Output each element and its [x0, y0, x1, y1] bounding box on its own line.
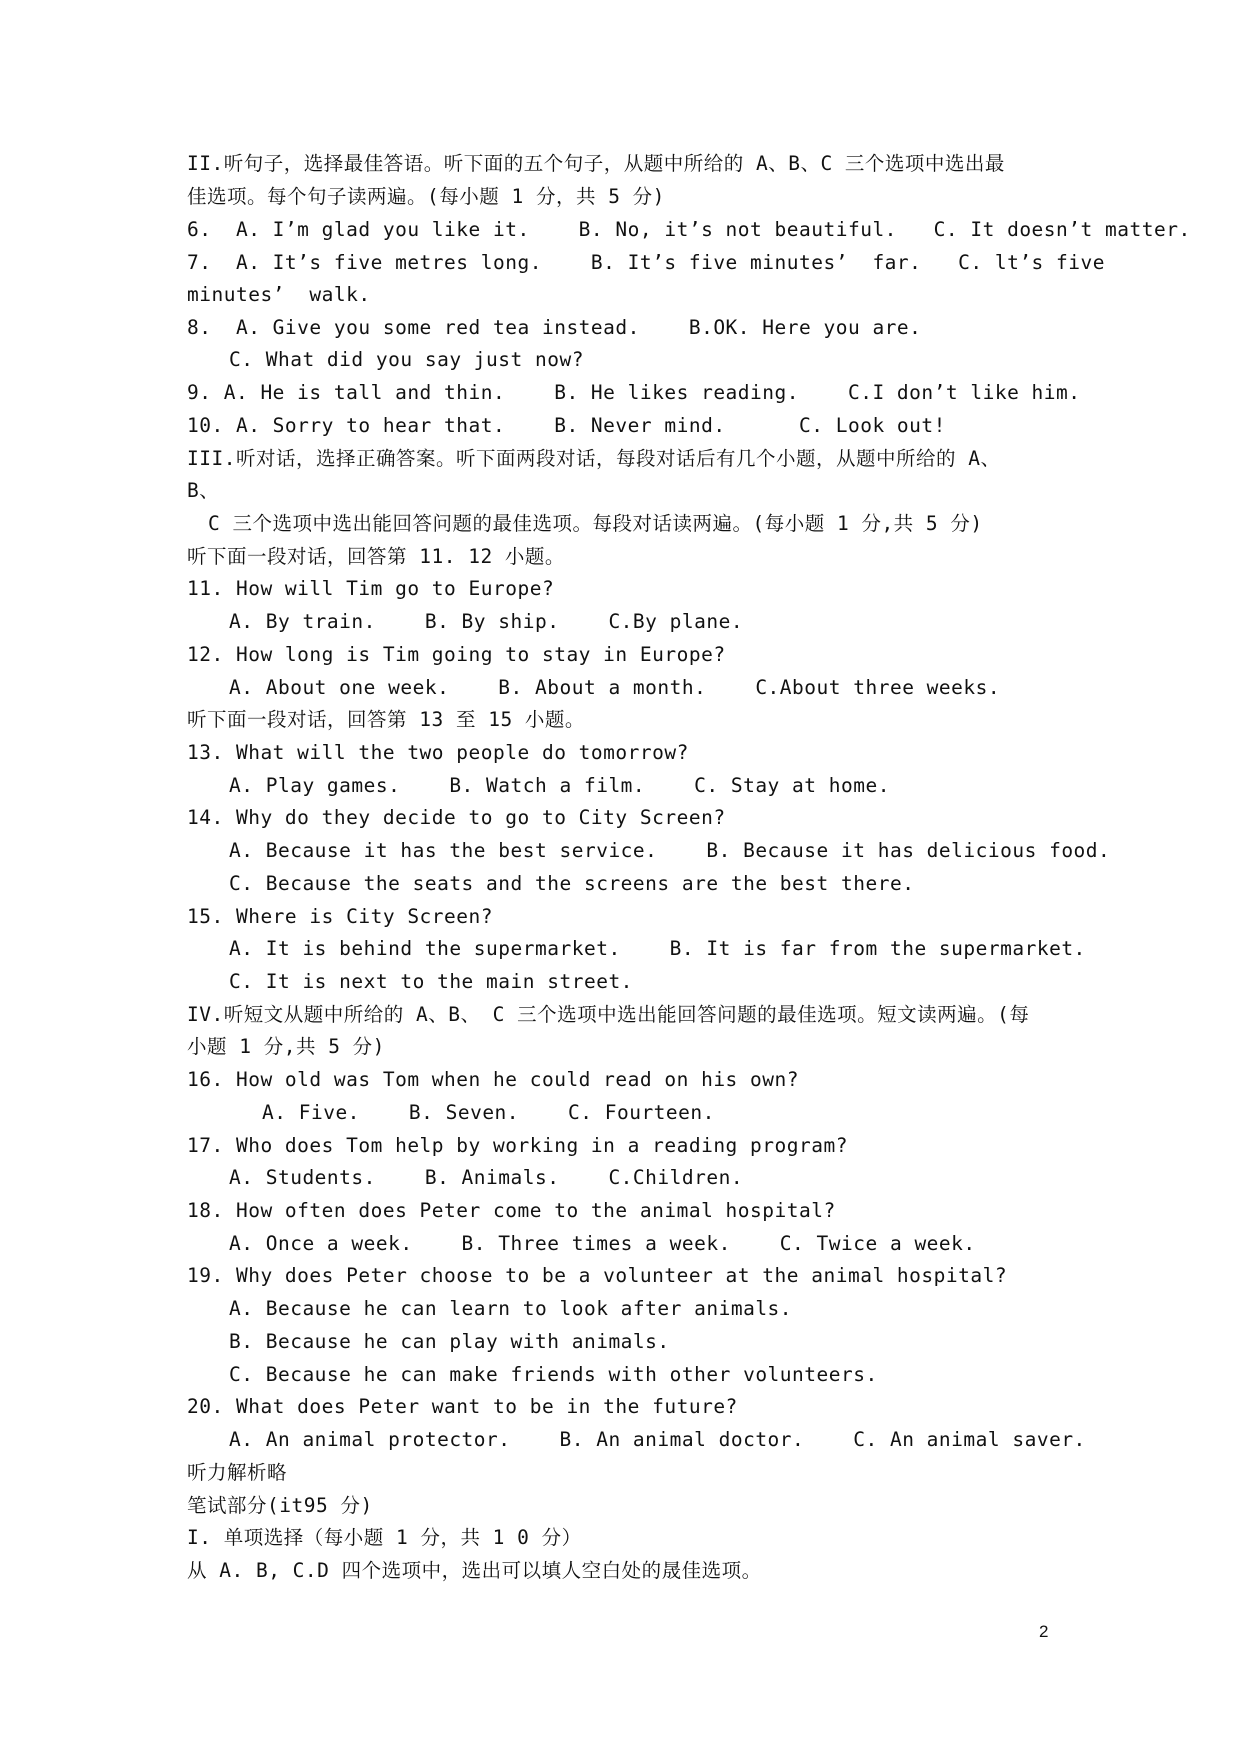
question-6: 6. A. I’m glad you like it. B. No, it’s not beautiful. C. It doesn’t matter.	[187, 218, 1191, 241]
question-18-options: A. Once a week. B. Three times a week. C. Twice a week.	[229, 1232, 976, 1255]
section-iii-instruction-line-3: C 三个选项中选出能回答问题的最佳选项。每段对话读两遍。(每小题 1 分,共 5 分)	[208, 512, 983, 535]
question-11-options: A. By train. B. By ship. C.By plane.	[229, 610, 744, 633]
question-19-option-c: C. Because he can make friends with other volunteers.	[229, 1363, 878, 1386]
question-16: 16. How old was Tom when he could read on his own?	[187, 1068, 799, 1091]
question-20-options: A. An animal protector. B. An animal doctor. C. An animal saver.	[229, 1428, 1086, 1451]
question-15-option-c: C. It is next to the main street.	[229, 970, 633, 993]
question-19: 19. Why does Peter choose to be a volunteer at the animal hospital?	[187, 1264, 1008, 1287]
question-9: 9. A. He is tall and thin. B. He likes reading. C.I don’t like him.	[187, 381, 1081, 404]
question-19-option-a: A. Because he can learn to look after animals.	[229, 1297, 793, 1320]
question-15-options-ab: A. It is behind the supermarket. B. It is far from the supermarket.	[229, 937, 1086, 960]
question-18: 18. How often does Peter come to the animal hospital?	[187, 1199, 836, 1222]
section-i-instruction: 从 A. B, C.D 四个选项中，选出可以填人空白处的晟佳选项。	[187, 1559, 762, 1582]
dialogue-2-instruction: 听下面一段对话，回答第 13 至 15 小题。	[187, 708, 585, 731]
question-11: 11. How will Tim go to Europe?	[187, 577, 555, 600]
section-ii-instruction-line-2: 佳选项。每个句子读两遍。(每小题 1 分，共 5 分)	[187, 185, 665, 208]
question-16-options: A. Five. B. Seven. C. Fourteen.	[262, 1101, 715, 1124]
section-ii-instruction-line-1: II.听句子，选择最佳答语。听下面的五个句子，从题中所给的 A、B、C 三个选项中选出最	[187, 152, 1005, 175]
written-part-heading: 笔试部分(it95 分)	[187, 1494, 373, 1517]
question-12: 12. How long is Tim going to stay in Europe?	[187, 643, 726, 666]
question-14-options-ab: A. Because it has the best service. B. Because it has delicious food.	[229, 839, 1111, 862]
question-14-option-c: C. Because the seats and the screens are the best there.	[229, 872, 915, 895]
page-number: 2	[1039, 1622, 1049, 1641]
question-7: 7. A. It’s five metres long. B. It’s five minutes’ far. C. lt’s five	[187, 251, 1105, 274]
question-20: 20. What does Peter want to be in the future?	[187, 1395, 738, 1418]
question-7-continued: minutes’ walk.	[187, 283, 371, 306]
question-19-option-b: B. Because he can play with animals.	[229, 1330, 670, 1353]
section-iii-instruction-line-1: III.听对话，选择正确答案。听下面两段对话，每段对话后有几个小题，从题中所给的 A、	[187, 447, 1001, 470]
question-17: 17. Who does Tom help by working in a reading program?	[187, 1134, 848, 1157]
question-15: 15. Where is City Screen?	[187, 905, 493, 928]
section-iv-instruction-line-1: IV.听短文从题中所给的 A、B、 C 三个选项中选出能回答问题的最佳选项。短文读两遍。(每	[187, 1003, 1030, 1026]
question-13-options: A. Play games. B. Watch a film. C. Stay at home.	[229, 774, 890, 797]
section-iii-instruction-line-2: B、	[187, 479, 220, 502]
question-12-options: A. About one week. B. About a month. C.About three weeks.	[229, 676, 1001, 699]
section-iv-instruction-line-2: 小题 1 分,共 5 分)	[187, 1035, 385, 1058]
section-i-heading: I. 单项选择（每小题 1 分，共 1 0 分）	[187, 1526, 582, 1549]
listening-analysis-note: 听力解析略	[187, 1461, 288, 1484]
question-17-options: A. Students. B. Animals. C.Children.	[229, 1166, 744, 1189]
question-8-option-c: C. What did you say just now?	[229, 348, 584, 371]
question-10: 10. A. Sorry to hear that. B. Never mind. C. Look out!	[187, 414, 946, 437]
question-8: 8. A. Give you some red tea instead. B.OK. Here you are.	[187, 316, 922, 339]
question-14: 14. Why do they decide to go to City Screen?	[187, 806, 726, 829]
dialogue-1-instruction: 听下面一段对话，回答第 11. 12 小题。	[187, 545, 565, 568]
question-13: 13. What will the two people do tomorrow?	[187, 741, 689, 764]
